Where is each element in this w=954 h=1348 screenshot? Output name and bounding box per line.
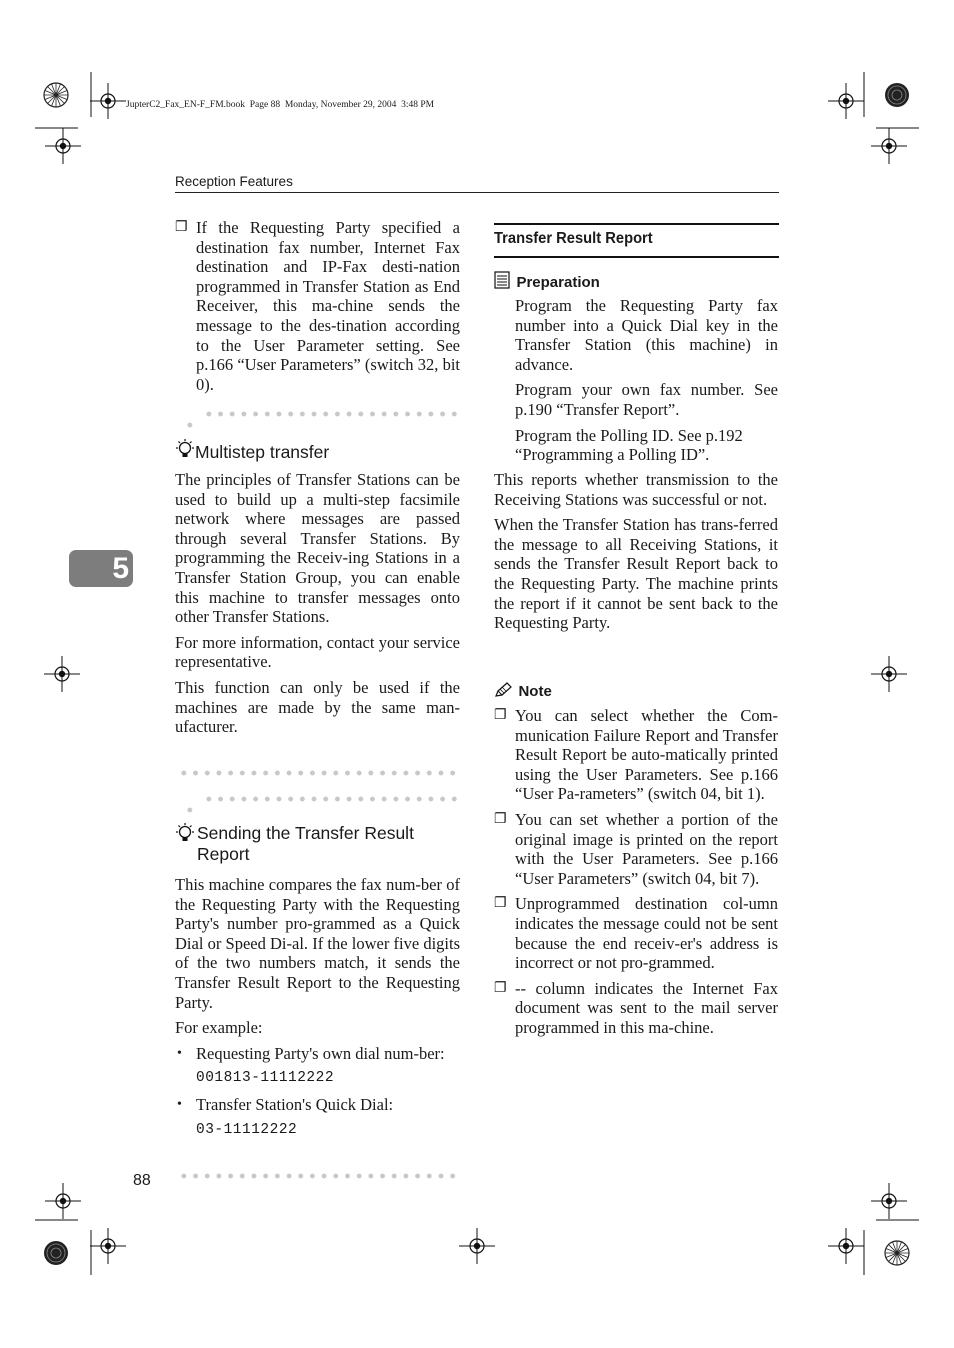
preparation-step-3: Program the Polling ID. See p.192 “Programming a Polling ID”. bbox=[515, 425, 743, 465]
preparation-label: Preparation bbox=[516, 274, 600, 291]
tip-separator-bottom bbox=[178, 770, 461, 776]
for-example-label: For example: bbox=[175, 1018, 263, 1038]
example-item-1-code: 001813-11112222 bbox=[196, 1070, 335, 1087]
multistep-paragraph-2: For more information, contact your service representative. bbox=[175, 632, 460, 672]
bullet-dot: • bbox=[177, 1096, 182, 1112]
section-title: Transfer Result Report bbox=[494, 230, 653, 247]
preparation-heading bbox=[494, 271, 600, 292]
example-item-1-label: Requesting Party's own dial num-ber: bbox=[196, 1043, 445, 1063]
report-body bbox=[494, 470, 778, 639]
note-heading bbox=[494, 682, 552, 701]
tip2-separator-top bbox=[203, 796, 461, 802]
sending-heading bbox=[175, 823, 465, 865]
checkbox-bullet-icon: ❐ bbox=[494, 708, 507, 723]
sending-body bbox=[175, 875, 460, 1140]
multistep-heading bbox=[175, 439, 465, 463]
checkbox-bullet-icon: ❐ bbox=[494, 811, 507, 827]
note-item bbox=[494, 810, 778, 888]
note-label: Note bbox=[518, 683, 552, 700]
notepad-icon bbox=[494, 271, 510, 289]
note-list bbox=[494, 706, 778, 1044]
pencil-icon bbox=[494, 682, 512, 698]
chapter-tab bbox=[69, 550, 133, 587]
preparation-step-1: Program the Requesting Party fax number into a Quick Dial key in the Transfer Station (this machine) in advance. bbox=[515, 296, 778, 374]
multistep-paragraph-1: The principles of Transfer Stations can be used to build up a multi-step facsimile network where messages are passed through several Transfer Stations. By programming the Receiv-ing Stations in a Transfer Station Group, you can enable this machine to transfer messages onto other Transfer Stations. bbox=[175, 470, 460, 627]
multistep-title: Multistep transfer bbox=[195, 442, 330, 462]
chapter-number: 5 bbox=[112, 552, 129, 585]
intro-bullet bbox=[175, 218, 460, 394]
section-title-rule-top bbox=[494, 223, 779, 225]
tip2-separator-bottom bbox=[178, 1173, 461, 1179]
report-paragraph-2: When the Transfer Station has trans-ferred the message to all Receiving Stations, it sends the Transfer Result Report back to the Requesting Party. The machine prints the report if it cannot be sent back to the Requesting Party. bbox=[494, 515, 778, 633]
sending-paragraph-1: This machine compares the fax num-ber of the Requesting Party with the Requesting Party's number pro-grammed as a Quick Dial or Speed Di-al. If the lower five digits of the two numbers match, it sends the Transfer Result Report to the Requesting Party. bbox=[175, 875, 460, 1012]
file-info: JupterC2_Fax_EN-F_FM.book Page 88 Monday, November 29, 2004 3:48 PM bbox=[126, 100, 435, 110]
multistep-paragraph-3: This function can only be used if the machines are made by the same man-ufacturer. bbox=[175, 677, 460, 737]
note-item bbox=[494, 894, 778, 972]
checkbox-bullet-icon: ❐ bbox=[494, 896, 507, 912]
example-item-2-code: 03-11112222 bbox=[196, 1121, 298, 1138]
lightbulb-icon bbox=[175, 823, 195, 845]
example-item-2 bbox=[175, 1095, 460, 1140]
sending-title: Sending the Transfer Result Report bbox=[197, 823, 414, 864]
checkbox-bullet-icon: ❐ bbox=[175, 220, 188, 235]
report-paragraph-1: This reports whether transmission to the Receiving Stations was successful or not. bbox=[494, 470, 778, 509]
multistep-body bbox=[175, 470, 460, 743]
preparation-body bbox=[515, 296, 778, 471]
tip2-separator-top-short bbox=[184, 807, 198, 813]
note-item-text: -- column indicates the Internet Fax document was sent to the mail server programmed in this ma-chine. bbox=[515, 978, 778, 1037]
note-item-text: You can set whether a portion of the original image is printed on the report with the User Parameters. See p.166 “User Parameters” (switch 04, bit 7). bbox=[515, 809, 778, 888]
example-item-1 bbox=[175, 1044, 460, 1089]
note-item-text: You can select whether the Com-munication Failure Report and Transfer Result Report be auto-matically printed using the User Parameters. See p.166 “User Pa-rameters” (switch 04, bit 1). bbox=[515, 706, 778, 804]
note-item bbox=[494, 979, 778, 1038]
tip-separator-top-short bbox=[184, 422, 198, 428]
note-item-text: Unprogrammed destination col-umn indicates the message could not be sent because the end receiv-er's address is incorrect or not pro-grammed. bbox=[515, 894, 778, 973]
note-item bbox=[494, 706, 778, 804]
section-title-rule-bottom bbox=[494, 256, 779, 258]
tip-separator-top bbox=[203, 411, 461, 417]
bullet-dot: • bbox=[177, 1045, 182, 1061]
running-header: Reception Features bbox=[175, 174, 293, 189]
preparation-step-2: Program your own fax number. See p.190 “Transfer Report”. bbox=[515, 380, 778, 419]
header-rule bbox=[175, 192, 779, 193]
intro-bullet-text: If the Requesting Party specified a destination fax number, Internet Fax destination and IP-Fax desti-nation programmed in Transfer Station as End Receiver, this ma-chine sends the message to the des-tination according to the User Parameter setting. See p.166 “User Parameters” (switch 32, bit 0). bbox=[196, 218, 460, 394]
page-number: 88 bbox=[133, 1172, 151, 1189]
checkbox-bullet-icon: ❐ bbox=[494, 980, 507, 996]
lightbulb-icon bbox=[175, 439, 195, 461]
example-item-2-label: Transfer Station's Quick Dial: bbox=[196, 1094, 394, 1114]
